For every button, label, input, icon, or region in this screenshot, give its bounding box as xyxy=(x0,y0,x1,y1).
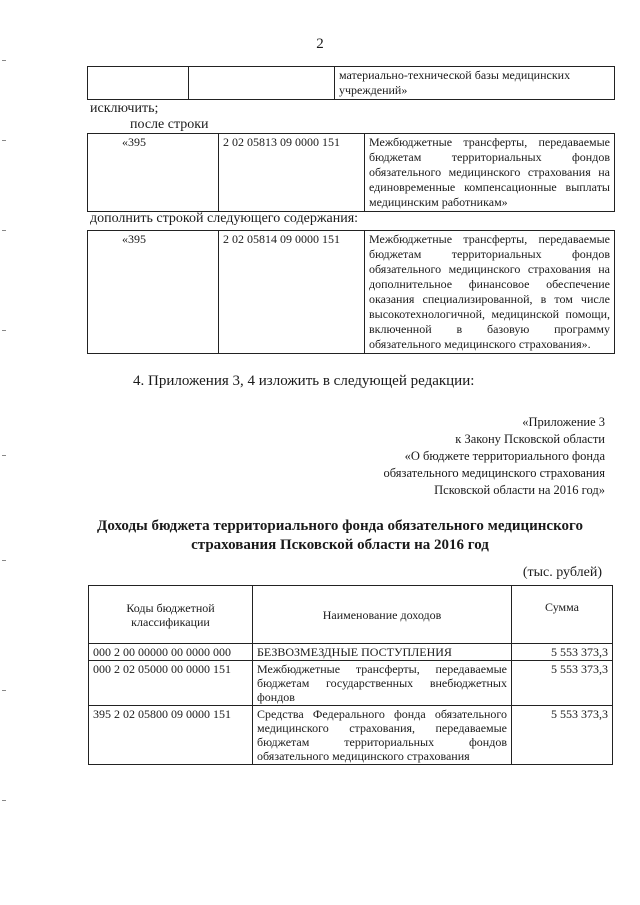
table-row xyxy=(88,67,615,100)
added-row-table xyxy=(87,230,615,354)
table-cell-code1: «395 xyxy=(88,134,219,212)
cell-code: 000 2 00 00000 00 0000 000 xyxy=(89,644,253,661)
table-cell-code2: 2 02 05813 09 0000 151 xyxy=(219,134,365,212)
appendix-line: обязательного медицинского страхования xyxy=(383,466,605,480)
cell-code: 000 2 02 05000 00 0000 151 xyxy=(89,661,253,706)
header-code: Коды бюджетной классификации xyxy=(89,586,253,644)
cell-name: Средства Федерального фонда обязательного медицинского страхования, передаваемые бюджетам территориальных фондов обязательного медицинского страхования xyxy=(253,706,512,765)
table-cell-code1: «395 xyxy=(88,231,219,354)
table-row xyxy=(88,134,615,212)
cell-sum: 5 553 373,3 xyxy=(512,706,613,765)
excluded-row-table xyxy=(87,133,615,212)
income-table xyxy=(88,585,613,765)
cell-sum: 5 553 373,3 xyxy=(512,661,613,706)
table-row xyxy=(89,644,613,661)
cell-name: Межбюджетные трансферты, передаваемые бюджетам государственных внебюджетных фондов xyxy=(253,661,512,706)
page-number: 2 xyxy=(316,36,324,52)
after-rows-label: после строки xyxy=(130,117,209,132)
continuation-table xyxy=(87,66,615,100)
document-title xyxy=(60,517,620,555)
table-header-row xyxy=(89,586,613,644)
table-row xyxy=(88,231,615,354)
header-sum: Сумма xyxy=(512,586,613,644)
header-name: Наименование доходов xyxy=(253,586,512,644)
title-line: страхования Псковской области на 2016 год xyxy=(191,537,489,553)
table-row xyxy=(89,706,613,765)
table-cell-text: материально-технической базы медицинских учреждений» xyxy=(335,67,615,100)
scan-edge-marks xyxy=(2,0,8,905)
table-cell-code2: 2 02 05814 09 0000 151 xyxy=(219,231,365,354)
units-label: (тыс. рублей) xyxy=(522,565,602,580)
table-cell-text: Межбюджетные трансферты, передаваемые бюджетам территориальных фондов обязательного медицинского страхования на единовременные компенсационные выплаты медицинским работникам» xyxy=(365,134,615,212)
table-cell-text: Межбюджетные трансферты, передаваемые бюджетам территориальных фондов обязательного медицинского страхования на дополнительное финансовое обеспечение оказания специализированной, в том числе высокотехнологичной, медицинской помощи, включенной в базовую программу обязательного медицинского страхования». xyxy=(365,231,615,354)
table-row xyxy=(89,661,613,706)
cell-sum: 5 553 373,3 xyxy=(512,644,613,661)
item-4-paragraph: 4. Приложения 3, 4 изложить в следующей редакции: xyxy=(133,373,475,389)
cell-name: БЕЗВОЗМЕЗДНЫЕ ПОСТУПЛЕНИЯ xyxy=(253,644,512,661)
appendix-line: «Приложение 3 xyxy=(522,415,605,429)
cell-code: 395 2 02 05800 09 0000 151 xyxy=(89,706,253,765)
appendix-line: к Закону Псковской области xyxy=(455,432,605,446)
add-row-label: дополнить строкой следующего содержания: xyxy=(90,211,359,226)
appendix-header xyxy=(383,414,605,499)
appendix-line: «О бюджете территориального фонда xyxy=(404,449,605,463)
title-line: Доходы бюджета территориального фонда обязательного медицинского xyxy=(97,518,583,534)
exclude-label: исключить; xyxy=(90,101,159,116)
appendix-line: Псковской области на 2016 год» xyxy=(434,483,605,497)
